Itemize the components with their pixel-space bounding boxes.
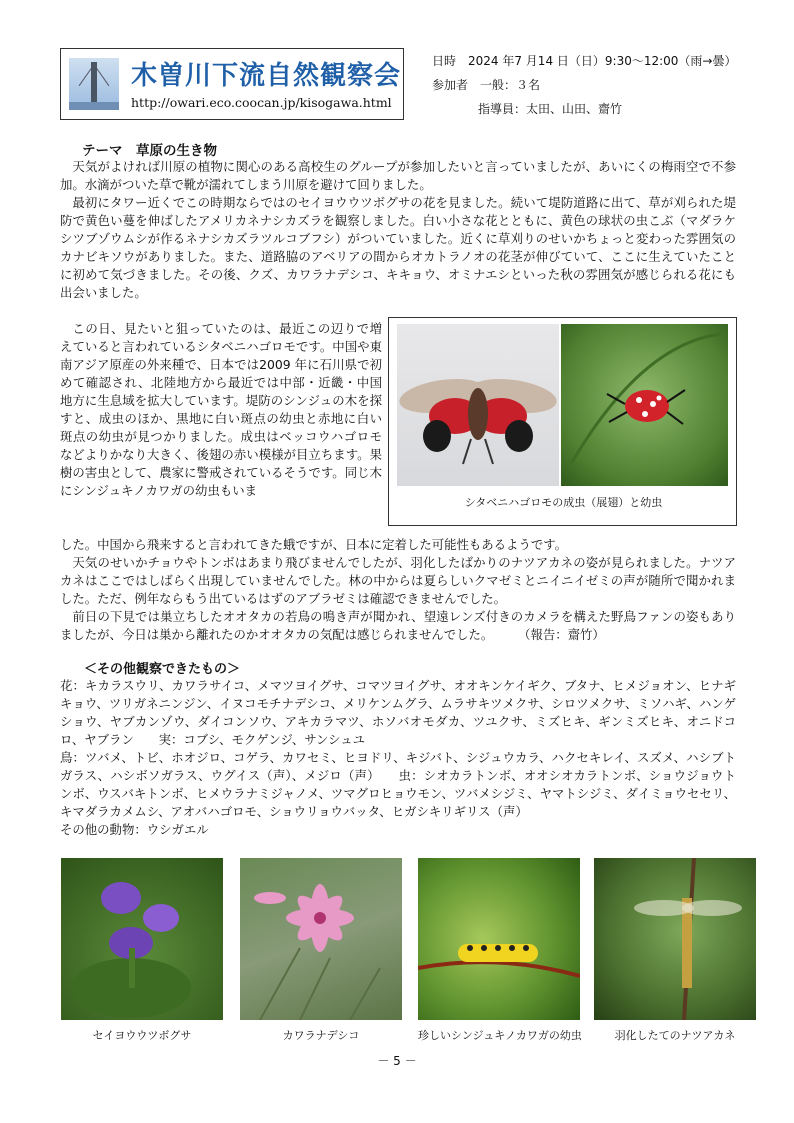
lanternfly-nymph-photo [561, 324, 728, 486]
logo-tower-image [69, 58, 119, 110]
paragraph: 天気のせいかチョウやトンボはあまり飛びませんでしたが、羽化したばかりのナツアカネの姿が見られました。ナツアカネはここではしばらく出現していませんでした。林の中からは夏らしいクマゼミとニイニイゼミの声が随所で聞かれました。ただ、例年ならもう出ているはずのアブラゼミは確認できませんでした。 [60, 555, 736, 606]
float-text-section [60, 320, 382, 500]
photo-caption: セイヨウウツボグサ [92, 1029, 192, 1042]
pink-dianthus-photo [240, 858, 402, 1020]
paragraph: 天気がよければ川原の植物に関心のある高校生のグループが参加したいと言っていましたが、あいにくの梅雨空で不参加。水滴がついた草で靴が濡れてしまう川原を避けて回りました。 [60, 159, 736, 192]
paragraph: 前日の下見では巣立ちしたオオタカの若鳥の鳴き声が聞かれ、望遠レンズ付きのカメラを構えた野鳥ファンの姿もありましたが、今日は巣から離れたのかオオタカの気配は感じられませんでした。 （報告：齋竹） [60, 609, 736, 642]
page-number: － 5 － [377, 1054, 417, 1068]
selfheal-flower-photo [61, 858, 223, 1020]
theme-heading: テーマ 草原の生き物 [82, 143, 217, 159]
others-heading: ＜その他観察できたもの＞ [84, 662, 241, 677]
photo-caption: シタベニハゴロモの成虫（展翅）と幼虫 [464, 496, 663, 509]
event-date: 日時 2024 年7 月14 日（日）9:30～12:00（雨→曇） [432, 54, 737, 68]
others-list [60, 677, 736, 839]
photo-caption: カワラナデシコ [282, 1029, 360, 1042]
lanternfly-adult-photo [397, 324, 559, 486]
list-item: その他の動物：ウシガエル [60, 822, 209, 837]
moth-larva-photo [418, 858, 580, 1020]
paragraph: した。中国から飛来すると言われてきた蛾ですが、日本に定着した可能性もあるようです。 [60, 537, 568, 552]
organization-url[interactable]: http://owari.eco.coocan.jp/kisogawa.html [131, 95, 392, 110]
organization-name: 木曽川下流自然観察会 [131, 61, 402, 91]
photo-caption: 羽化したてのナツアカネ [614, 1029, 736, 1042]
dragonfly-photo [594, 858, 756, 1020]
list-item: 花：キカラスウリ、カワラサイコ、メマツヨイグサ、コマツヨイグサ、オオキンケイギク、ブタナ、ヒメジョオン、ヒナギキョウ、ツリガネニンジン、イヌコモチナデシコ、メリケンムグラ、ムラサキツメクサ、シロツメクサ、ミソハギ、ハンゲショウ、ヤブカンゾウ、ダイコンソウ、アキカラマツ、ホソバオモダカ、ツユクサ、ミズヒキ、ギンミズヒキ、オニドコロ、ヤブラン 実：コブシ、モクゲンジ、サンシュユ [60, 678, 737, 747]
paragraph: 最初にタワー近くでこの時期ならではのセイヨウウツボグサの花を見ました。続いて堤防道路に出て、草が刈られた堤防で黄色い蔓を伸ばしたアメリカネナシカズラを観察しました。白い小さな花とともに、黄色の球状の虫こぶ（マダラケシツブゾウムシが作るネナシカズラツルコブフシ）がついていました。近くに草刈りのせいかちょっと変わった雰囲気のカナビキソウがありました。また、道路脇のアベリアの間からオカトラノオの花茎が伸びていて、ここに生えていたことに初めて気づきました。その後、クズ、カワラナデシコ、キキョウ、オミナエシといった秋の雰囲気が感じられる花にも出会いました。 [60, 195, 736, 300]
photo-caption: 珍しいシンジュキノカワガの幼虫 [418, 1029, 582, 1042]
header-box [60, 48, 404, 120]
leaders: 指導員：太田、山田、齋竹 [478, 102, 623, 116]
lanternfly-photo-frame [388, 317, 737, 526]
intro-section [60, 158, 736, 302]
participants: 参加者 一般：３名 [432, 78, 541, 92]
after-text-section [60, 536, 736, 644]
list-item: 鳥：ツバメ、トビ、ホオジロ、コゲラ、カワセミ、ヒヨドリ、キジバト、シジュウカラ、ハクセキレイ、スズメ、ハシブトガラス、ハシボソガラス、ウグイス（声）、メジロ（声） 虫：シオカラトンボ、オオシオカラトンボ、ショウジョウトンボ、ウスバキトンボ、ヒメウラナミジャノメ、ツマグロヒョウモン、ツバメシジミ、ヤマトシジミ、ダイミョウセセリ、キマダラカメムシ、アオバハゴロモ、ショウリョウバッタ、ヒガシキリギリス（声） [60, 750, 736, 819]
paragraph: この日、見たいと狙っていたのは、最近この辺りで増えていると言われているシタベニハゴロモです。中国や東南アジア原産の外来種で、日本では2009 年に石川県で初めて確認され、北陸地方から最近では中部・近畿・中国地方に生息域を拡大しています。堤防のシンジュの木を探すと、成虫のほか、黒地に白い斑点の幼虫と赤地に白い斑点の幼虫が見つかりました。成虫はベッコウハゴロモなどよりかなり大きく、後翅の赤い模様が目立ちます。果樹の害虫として、農家に警戒されているそうです。同じ木にシンジュキノカワガの幼虫もいま [60, 321, 382, 498]
